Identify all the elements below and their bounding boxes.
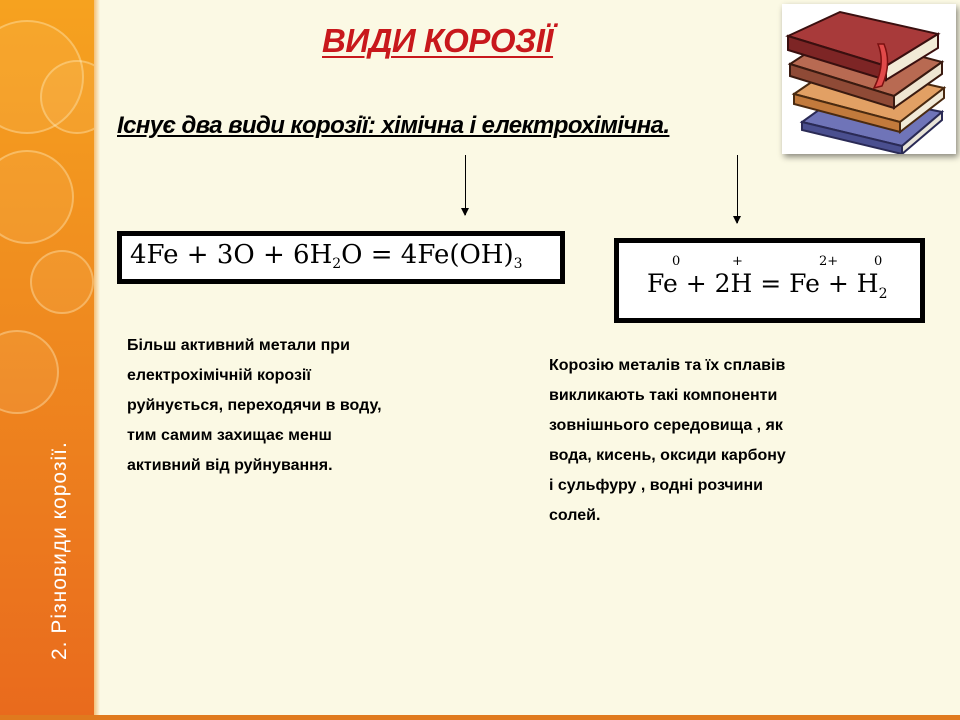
- paragraph-line: вода, кисень, оксиди карбону: [549, 447, 786, 464]
- chemical-equation-electrochemical: $Fe + 2H = Fe + H_2$: [647, 269, 888, 302]
- books-stack-icon: [782, 4, 956, 154]
- oxidation-state: 0: [874, 254, 883, 269]
- books-image: [782, 4, 956, 154]
- sidebar-edge: [94, 0, 100, 720]
- slide-title: ВИДИ КОРОЗІЇ: [322, 22, 554, 59]
- paragraph-line: Більш активний метали при: [127, 337, 350, 354]
- oxidation-state: 2+: [819, 254, 839, 269]
- bottom-bar: [0, 715, 960, 720]
- paragraph-line: руйнується, переходячи в воду,: [127, 397, 382, 414]
- slide-subtitle: Існує два види корозії: хімічна і електрохімічна.: [117, 112, 670, 139]
- bokeh-circle: [0, 150, 74, 244]
- arrow-down-icon: [737, 155, 738, 223]
- section-label: 2. Різновиди корозії.: [48, 441, 71, 660]
- paragraph-line: електрохімічній корозії: [127, 367, 311, 384]
- chemical-equation-chemical: $4Fe + 3O + 6H_2O = 4Fe(OH)_3$: [130, 240, 523, 272]
- bokeh-circle: [0, 330, 59, 414]
- bokeh-circle: [30, 250, 94, 314]
- paragraph-line: тим самим захищає менш: [127, 427, 332, 444]
- paragraph-line: викликають такі компоненти: [549, 387, 778, 404]
- electrochemical-formula-box: [614, 238, 925, 323]
- chemical-formula-box: [117, 231, 565, 284]
- paragraph-line: активний від руйнування.: [127, 457, 333, 474]
- oxidation-state: +: [732, 254, 743, 269]
- paragraph-line: солей.: [549, 507, 601, 524]
- arrow-down-icon: [465, 155, 466, 215]
- paragraph-line: зовнішнього середовища , як: [549, 417, 783, 434]
- paragraph-left: [127, 331, 527, 481]
- paragraph-line: Корозію металів та їх сплавів: [549, 357, 786, 374]
- sidebar-decoration: [0, 0, 94, 720]
- oxidation-state: 0: [672, 254, 681, 269]
- paragraph-line: і сульфуру , водні розчини: [549, 477, 763, 494]
- paragraph-right: [549, 351, 929, 531]
